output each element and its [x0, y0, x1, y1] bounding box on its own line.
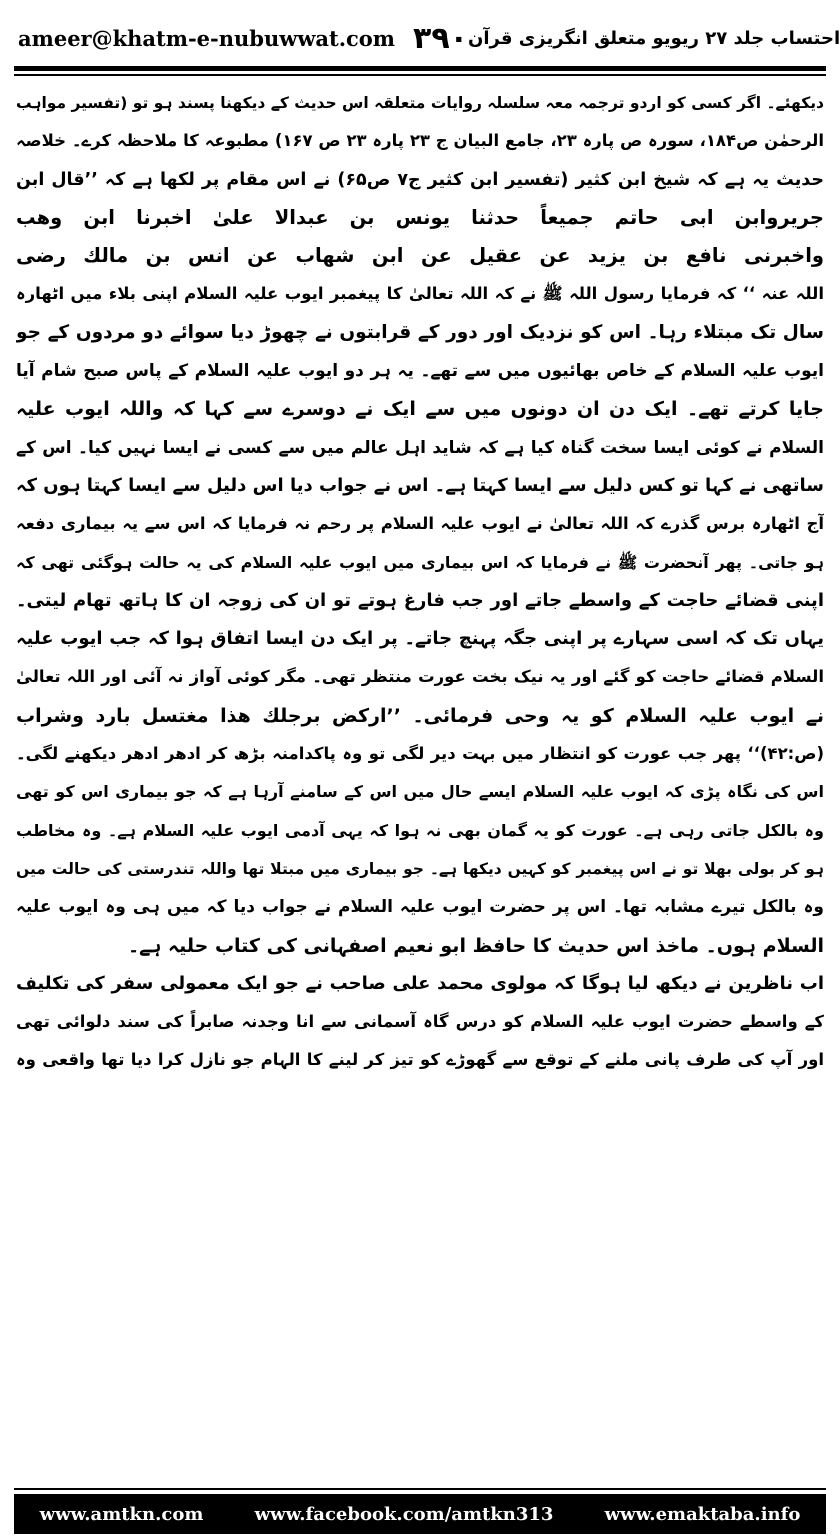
header-email[interactable]: ameer@khatm-e-nubuwwat.com [18, 25, 396, 51]
body-line: یہاں تک کہ اسی سہارے پر اپنی جگہ پہنچ جاتے۔ پر ایک دن ایسا اتفاق ہوا کہ جب ایوب علیہ [16, 628, 824, 650]
footer-link-amtkn[interactable]: www.amtkn.com [39, 1503, 204, 1525]
body-line: دیکھئے۔ اگر کسی کو اردو ترجمہ معہ سلسلہ روایات متعلقہ اس حدیث کے دیکھنا پسند ہو تو (تفسیر مواہب [16, 94, 824, 112]
body-line: اللہ عنہ ‘‘ کہ فرمایا رسول اللہ ﷺ نے کہ اللہ تعالیٰ کا پیغمبر ایوب علیہ السلام اپنی بلاء میں اٹھارہ [16, 284, 824, 304]
body-line: السلام نے کوئی ایسا سخت گناہ کیا ہے کہ شاید اہل عالم میں سے کسی نے ایسا نہیں کیا۔ اس کے [16, 437, 824, 458]
body-line: ہو کر بولی بھلا تو نے اس پیغمبر کو کہیں دیکھا ہے۔ جو بیماری میں مبتلا تھا واللہ تندرستی کی حالت میں [16, 859, 824, 878]
page-body [16, 84, 824, 1466]
body-line: آج اٹھارہ برس گذرے کہ اللہ تعالیٰ نے ایوب علیہ السلام پر رحم نہ فرمایا کہ اس سے یہ بیماری دفعہ [16, 514, 824, 534]
body-line: اس کی نگاہ پڑی کہ ایوب علیہ السلام ایسے حال میں اس کے سامنے آرہا ہے کہ جو بیماری اس کو تھی [16, 782, 824, 802]
body-line: الرحمٰن ص۱۸۴، سورہ ص پارہ ۲۳، جامع البیان ج ۲۳ پارہ ۲۳ ص ۱۶۷) مطبوعہ کا ملاحظہ کرے۔ خلاصہ [16, 131, 824, 151]
body-line: کے واسطے حضرت ایوب علیہ السلام کو درس گاہ آسمانی سے انا وجدنہ صابراً کی سند دلوائی تھی [16, 1012, 824, 1032]
body-line: نے ایوب علیہ السلام کو یہ وحی فرمائی۔ ’’ارکض برجلك ھذا مغتسل بارد وشراب [16, 704, 824, 727]
book-title: احتساب جلد ۲۷ ریویو متعلق انگریزی قرآن [467, 27, 840, 49]
header-left-group [18, 21, 468, 56]
footer-link-facebook[interactable]: www.facebook.com/amtkn313 [254, 1503, 554, 1525]
body-line-arabic: واخبرنی نافع بن یزید عن عقیل عن ابن شھاب عن انس بن مالك رضی [16, 244, 824, 268]
footer-rule [14, 1488, 826, 1490]
body-line: جایا کرتے تھے۔ ایک دن ان دونوں میں سے ایک نے دوسرے سے کہا کہ واللہ ایوب علیہ [16, 398, 824, 421]
body-line: اور آپ کی طرف پانی ملنے کے توقع سے گھوڑے کو تیز کر لینے کا الہام جو نازل کرا دیا تھا واقعی وہ [16, 1050, 824, 1070]
body-line: السلام ہوں۔ ماخذ اس حدیث کا حافظ ابو نعیم اصفہانی کی کتاب حلیہ ہے۔ [127, 934, 824, 957]
body-line: ایوب علیہ السلام کے خاص بھائیوں میں سے تھے۔ یہ ہر دو ایوب علیہ السلام کے پاس صبح شام آیا [16, 361, 824, 382]
body-line: ہو جاتی۔ پھر آنحضرت ﷺ نے فرمایا کہ اس بیماری میں ایوب علیہ السلام کی یہ حالت ہوگئی تھی کہ [16, 552, 824, 572]
body-line: اب ناظرین نے دیکھ لیا ہوگا کہ مولوی محمد علی صاحب نے جو ایک معمولی سفر کی تکلیف [16, 972, 824, 994]
footer-link-emaktaba[interactable]: www.emaktaba.info [604, 1503, 801, 1525]
body-line-arabic: جریروابن ابی حاتم جمیعاً حدثنا یونس بن عبدالا علیٰ اخبرنا ابن وھب [16, 205, 824, 229]
body-line: سال تک مبتلاء رہا۔ اس کو نزدیک اور دور کے قرابتوں نے چھوڑ دیا سوائے دو مردوں کے جو [16, 321, 824, 343]
body-line: وہ بالکل تیرے مشابہ تھا۔ اس پر حضرت ایوب علیہ السلام نے جواب دیا کہ میں ہی وہ ایوب علیہ [16, 897, 824, 918]
body-line: وہ بالکل جاتی رہی ہے۔ عورت کو یہ گمان بھی نہ ہوا کہ یہی آدمی ایوب علیہ السلام ہے۔ وہ مخاطب [16, 820, 824, 840]
page-number: ۳۹۰ [413, 20, 468, 56]
body-line: اپنی قضائے حاجت کے واسطے جاتے اور جب فارغ ہوتے تو ان کی زوجہ ان کا ہاتھ تھام لیتی۔ [16, 589, 824, 611]
page-header [18, 14, 840, 62]
body-line: حدیث یہ ہے کہ شیخ ابن کثیر (تفسیر ابن کثیر ج۷ ص۶۵) نے اس مقام پر لکھا ہے کہ ’’قال ابن [16, 169, 824, 190]
body-line: ساتھی نے کہا تو کس دلیل سے ایسا کہتا ہے۔ اس نے جواب دیا اس دلیل سے ایسا کہتا ہوں کہ [16, 474, 824, 496]
body-line: (ص:۴۲)‘‘ پھر جب عورت کو انتظار میں بہت دیر لگی تو وہ پاکدامنہ بڑھ کر ادھر ادھر دیکھنے لگی۔ [16, 744, 824, 764]
header-rule-thick [14, 66, 826, 71]
header-rule-thin [14, 74, 826, 76]
page-footer [14, 1494, 826, 1534]
body-line: السلام قضائے حاجت کو گئے اور یہ نیک بخت عورت منتظر تھی۔ مگر کوئی آواز نہ آئی اور اللہ تعالیٰ [16, 667, 824, 687]
